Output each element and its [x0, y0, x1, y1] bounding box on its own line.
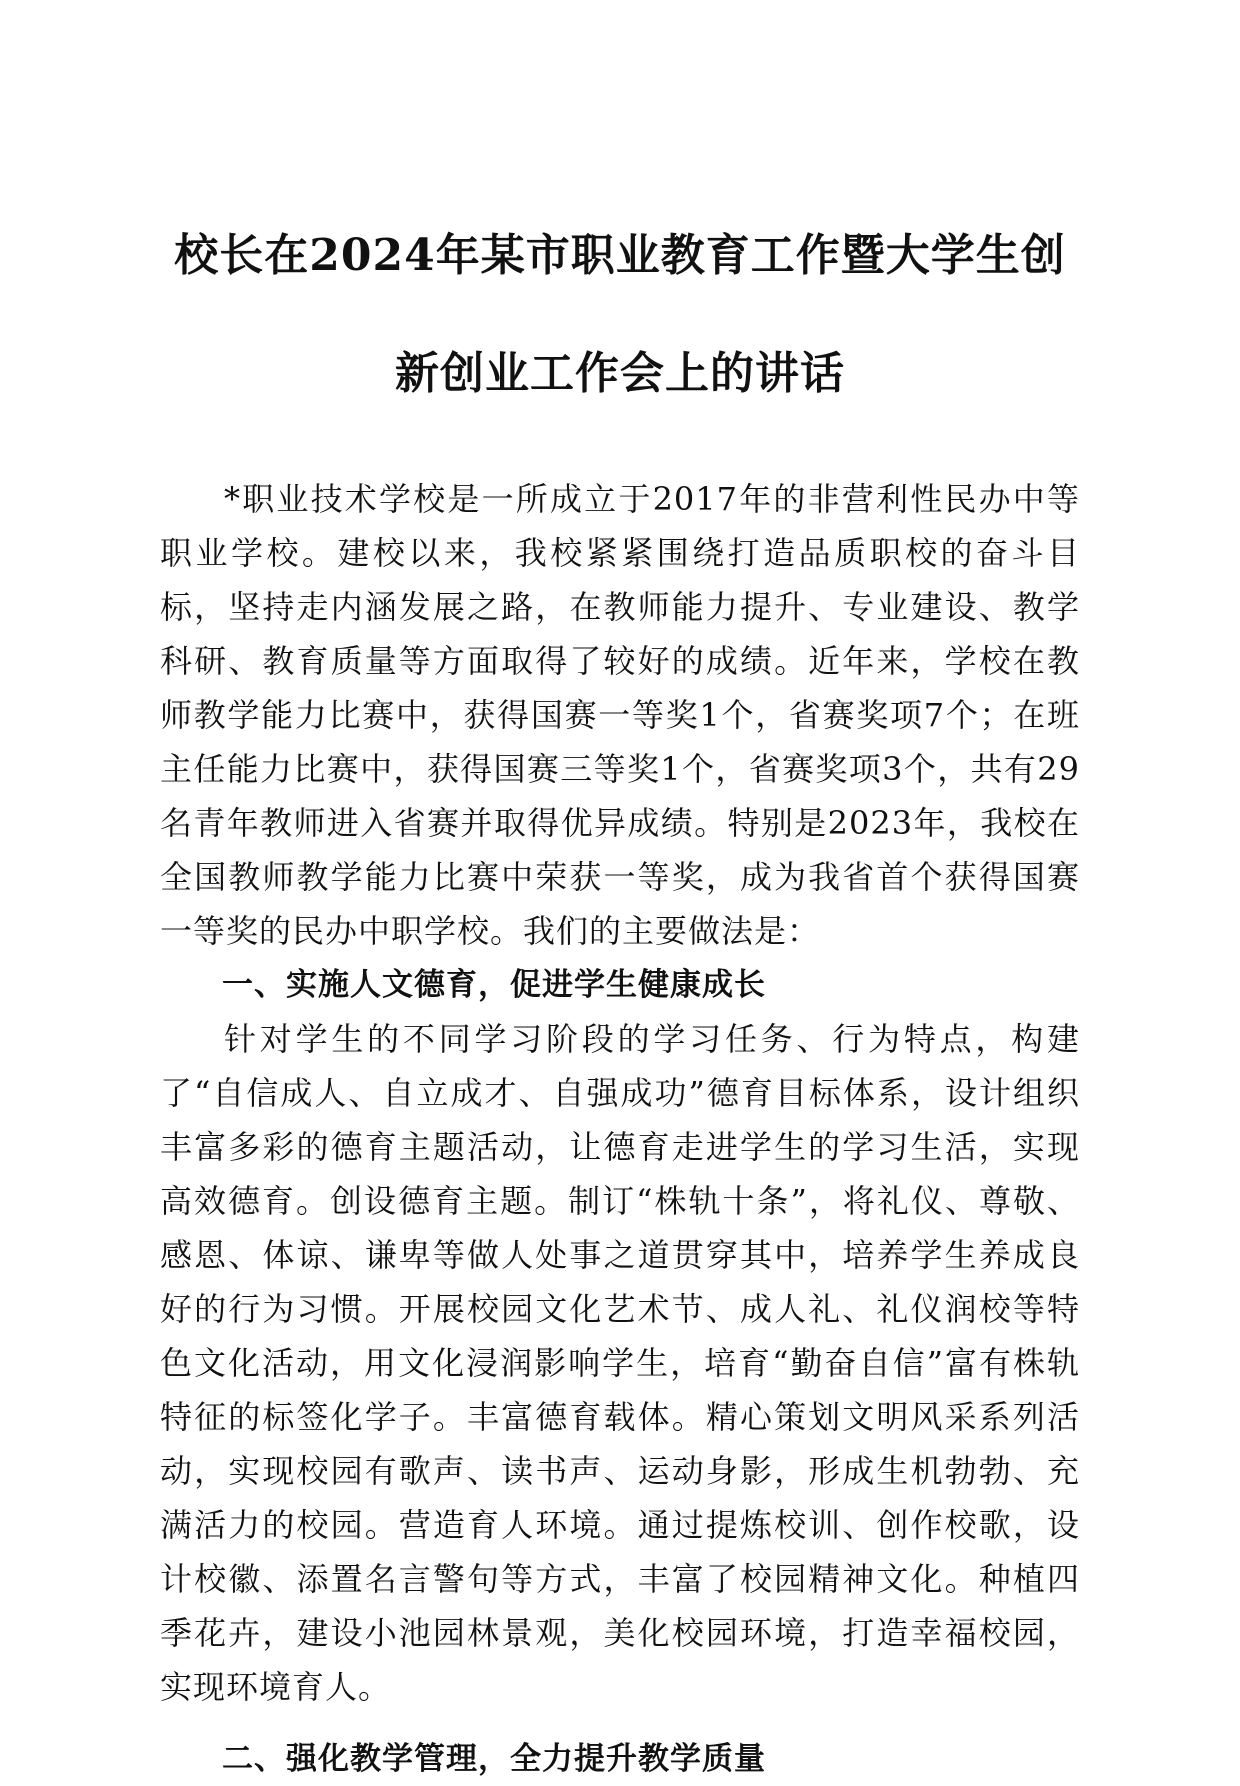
- intro-paragraph: *职业技术学校是一所成立于2017年的非营利性民办中等职业学校。建校以来，我校紧紧围绕打造品质职校的奋斗目标，坚持走内涵发展之路，在教师能力提升、专业建设、教学科研、教育质量等方面取得了较好的成绩。近年来，学校在教师教学能力比赛中，获得国赛一等奖1个，省赛奖项7个；在班主任能力比赛中，获得国赛三等奖1个，省赛奖项3个，共有29名青年教师进入省赛并取得优异成绩。特别是2023年，我校在全国教师教学能力比赛中荣获一等奖，成为我省首个获得国赛一等奖的民办中职学校。我们的主要做法是：: [160, 480, 1080, 950]
- document-body: [160, 472, 1080, 1786]
- document-title-line-1: 校长在2024年某市职业教育工作暨大学生创: [174, 230, 1066, 281]
- section-2-heading: 二、强化教学管理，全力提升教学质量: [222, 1741, 766, 1777]
- section-1-heading: 一、实施人文德育，促进学生健康成长: [222, 967, 766, 1003]
- section-1-paragraph: 针对学生的不同学习阶段的学习任务、行为特点，构建了“自信成人、自立成才、自强成功”德育目标体系，设计组织丰富多彩的德育主题活动，让德育走进学生的学习生活，实现高效德育。创设德育主题。制订“株轨十条”，将礼仪、尊敬、感恩、体谅、谦卑等做人处事之道贯穿其中，培养学生养成良好的行为习惯。开展校园文化艺术节、成人礼、礼仪润校等特色文化活动，用文化浸润影响学生，培育“勤奋自信”富有株轨特征的标签化学子。丰富德育载体。精心策划文明风采系列活动，实现校园有歌声、读书声、运动身影，形成生机勃勃、充满活力的校园。营造育人环境。通过提炼校训、创作校歌，设计校徽、添置名言警句等方式，丰富了校园精神文化。种植四季花卉，建设小池园林景观，美化校园环境，打造幸福校园，实现环境育人。: [160, 1020, 1080, 1706]
- document-title-line-2: 新创业工作会上的讲话: [395, 348, 845, 399]
